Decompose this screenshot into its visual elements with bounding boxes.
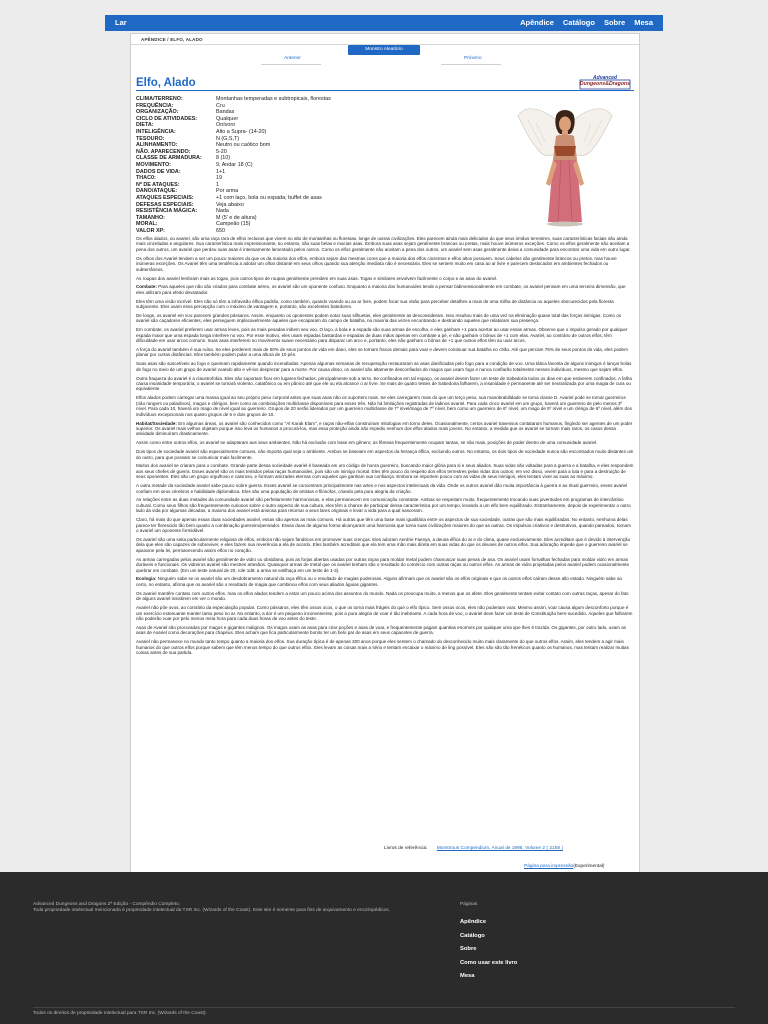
previous-link[interactable]: Anterior bbox=[284, 56, 301, 61]
stat-row bbox=[136, 228, 506, 235]
stat-key: VALOR XP: bbox=[136, 227, 165, 234]
stat-row bbox=[136, 103, 506, 110]
paragraph: Os avariel são uma seita particularmente religiosa de elfos, embora não sejam fanáticos em promover suas crenças. Eles adoram Aerdrie Faenya, a deusa élfica do ar e do clima, quase exclusivamente. Eles acreditam que é devido à intervenção dela que eles são capazes de sobreviver, e eles fazem sua reverência a ela de acordo. Eles também acreditam que ela tem uma mão mais direta em suas vidas do que os deuses de outros elfos. Sua adoração impede que o guerreiro avariel se apaixone pela lei, permanecendo assim elfos no coração. bbox=[136, 536, 631, 553]
paragraph: Avariel não permanece no mundo tanto tempo quanto a maioria dos elfos. Sua duração típica é de apenas 300 anos porque eles sentem o chamado do desconhecido muito mais claramente do que outros elfos. Assim, eles tendem a agir mais humanos do que outros elfos porque sabem que têm menos tempo do que outros elfos. Eles levam as coisas mais a sério e tentam encaixar o máximo de ling possível. Eles não são tão frenéticos quanto os humanos, mas tentam realizar muitas coisas antes de sua partida. bbox=[136, 639, 629, 656]
reference-link[interactable]: Monstrous Compendium, Anual de 1995, Volume 2 ( 2158 ) bbox=[436, 846, 563, 851]
nav-link-mesa[interactable]: Mesa bbox=[634, 18, 653, 27]
nav-links bbox=[520, 18, 653, 27]
paragraph: A força do avariel também é sua ruína. Se eles perderem mais de 50% de seus pontos de vida em dano, eles se tornam fracos demais para voar e devem continuar sua batalha no chão. Até que percam 75% de seus pontos de vida, eles podem planar por curtas distâncias. Eles também podem pular a uma altura de 10 pés. bbox=[136, 346, 628, 358]
footer-divider bbox=[33, 1007, 735, 1008]
add-logo bbox=[576, 75, 634, 90]
paragraph: A outra metade da sociedade avariel sabe pouco sobre guerra. Esses avariel se concentram principalmente nas artes e nos aspectos intelectuais da vida. Onde os outros avariel dão muita importância à guerra e ao ritual guerreiro, esses avariel confiam em seus cérebros e habilidade diplomática. Eles são uma população de artistas e filósofos, criando pela pura alegria da criação. bbox=[136, 483, 628, 494]
footer-about bbox=[33, 902, 423, 914]
nav-link-sobre[interactable]: Sobre bbox=[603, 18, 626, 27]
navbar bbox=[105, 15, 663, 31]
stat-value: M (5' e de altura) bbox=[216, 214, 257, 221]
next-underline bbox=[441, 64, 501, 65]
paragraph: Ecologia: Ninguém sabe se os avariel são um desdobramento natural da raça élfica ou o resultado de magias poderosas. Alguns afirmam que os avariel são os elfos originais e que os outros elfos caíram desse alto estado. Ninguém sabe ao certo, no entanto, afirma que os avariel são o resultado de magia que combinou elfos com seus aliados águias gigantes. bbox=[136, 576, 623, 587]
stat-value: Campeão (15) bbox=[216, 221, 251, 228]
stat-value: Bandas bbox=[216, 109, 235, 116]
footer-line-1: Advanced Dungeons and Dragons 2ª Edição - Compêndio Completo. bbox=[33, 902, 181, 907]
footer bbox=[0, 872, 768, 1024]
paragraph: Muitos dos avariel se criaram para o combate. Grande parte dessa sociedade avariel é baseada em um código de honra guerreiro, buscando maior glória para si e seus aliados. Suas vidas são voltadas para a guerra e a batalha, e eles respondem aos seus chefes de guerra. Esses avariel são os mais temidos pelas raças humanoides, pois são um inimigo mortal. Eles têm pouco do respeito dos elfos terrestres pelas vidas dos outros; em vez disso, vivem para a luta e para a destruição de seus oponentes. Eles são um grupo orgulhoso e caloroso, e formam amizades eternas com aqueles que ganham sua confiança. Embora se importem pouco com as vidas de seus inimigos, eles tentam viver as suas ao máximo. bbox=[136, 463, 634, 480]
section-heading: Combate: bbox=[136, 284, 157, 290]
logo-line2: Dungeons&Dragons bbox=[579, 81, 631, 87]
stat-key: FREQUÊNCIA: bbox=[136, 102, 174, 109]
stat-key: MOVIMENTO: bbox=[136, 161, 171, 168]
stat-value: Qualquer bbox=[216, 115, 239, 122]
stat-value: N (G,S,T) bbox=[216, 135, 240, 142]
section-heading: Ecologia: bbox=[136, 576, 157, 582]
stats-table bbox=[136, 96, 506, 234]
footer-line-2: Toda propriedade intelectual mencionada é propriedade intelectual da TSR Inc. (Wizards of the Coast). Este site é somente para fins de arquivamento e enciclopédicos. bbox=[33, 908, 390, 913]
stat-value: 9, Andar 18 (C) bbox=[216, 161, 253, 168]
footer-link-catalogo[interactable]: Catálogo bbox=[460, 932, 485, 939]
next-link[interactable]: Próximo bbox=[464, 56, 482, 61]
paragraph: Outra fraqueza do avariel é a claustrofobia. Eles não suportam ficar em lugares fechados, principalmente sob a terra. Se confinados em tal espaço, os avariel devem fazer um teste de Sabedoria todos os dias em que estiverem confinados. A falha causa insanidade temporária; o avariel se tornará violento, catatônico ou em pânico até que ele ou ela alcance o ar livre. Se mais de quatro testes de Sabedoria falharem, a insanidade é permanente até ser neutralizada por uma magia de cura ou equivalente. bbox=[136, 375, 632, 392]
stat-key: ATAQUES ESPECIAIS: bbox=[136, 194, 194, 201]
stat-row bbox=[136, 182, 506, 189]
content-page bbox=[130, 33, 640, 873]
stat-value: Alto a Supra- (14-20) bbox=[216, 128, 267, 135]
stat-row bbox=[136, 195, 506, 202]
nav-home-link[interactable]: Lar bbox=[115, 18, 127, 27]
stat-row bbox=[136, 122, 506, 129]
stat-value: Neutro ou caótico bom bbox=[216, 142, 271, 149]
stat-value: Onívoro bbox=[216, 122, 236, 129]
stat-row bbox=[136, 208, 506, 215]
print-page-link[interactable]: Página para impressão bbox=[524, 864, 574, 869]
stat-value: 1 bbox=[216, 181, 219, 188]
stat-value: Por arma bbox=[216, 188, 239, 195]
stat-row bbox=[136, 136, 506, 143]
stat-value: 8 (10) bbox=[216, 155, 231, 162]
stat-value: Cru bbox=[216, 102, 225, 109]
stat-row bbox=[136, 188, 506, 195]
breadcrumb[interactable]: APÊNDICE / ELFO, ALADO bbox=[141, 37, 203, 42]
paragraph: Combate: Para aqueles que não são criados para combate aéreo, os avariel são um oponente confuso. Enquanto a maioria dos humanoides tende a pensar bidimensionalmente em combate, os avariel pensam em uma terceira dimensão, que eles utilizam para efeito devastador. bbox=[136, 284, 626, 295]
stat-row bbox=[136, 116, 506, 123]
stat-row bbox=[136, 129, 506, 136]
paragraph: Eles têm uma visão incrível. Eles não só têm a infravisão élfica padrão, como também, quando voando ou ao ar livre, podem focar sua visão para perceber detalhes a mais de uma milha de distância ou aqueles obscurecidos pela floresta subjacente. Eles usam essa percepção com o máximo de vantagem e, portanto, são excelentes batedores. bbox=[136, 298, 614, 310]
print-suffix: (Experimental) bbox=[573, 864, 605, 869]
paragraph: Dois tipos de sociedade avariel são especialmente comuns, não importa qual seja o ambiente. Ambos se baseiam em aspectos da herança élfica, excluindo outros. No entanto, os dois tipos de sociedade nunca são encontrados muito distantes um do outro, para que possam se comunicar mais facilmente. bbox=[136, 449, 634, 460]
logo-line1: Advanced bbox=[593, 75, 617, 81]
paragraph: Os avariel mantêm contato com outros elfos, mas os elfos alados tendem a estar um pouco acima dos assuntos do mundo. Nada os preocupa muito, a menos que os afete. Eles geralmente tentam evitar contato com outras raças, apesar do fato de alguns avariel insistirem em ver o mundo. bbox=[136, 590, 629, 602]
stat-key: TAMANHO: bbox=[136, 214, 165, 221]
stat-value: 19 bbox=[216, 175, 222, 182]
stat-key: THAC0: bbox=[136, 175, 156, 182]
footer-link-como-usar[interactable]: Como usar este livro bbox=[460, 959, 518, 966]
stat-key: TESOURO: bbox=[136, 135, 165, 142]
stat-key: ALINHAMENTO: bbox=[136, 142, 178, 149]
stat-key: CICLO DE ATIVIDADES: bbox=[136, 115, 198, 122]
footer-link-sobre[interactable]: Sobre bbox=[460, 946, 477, 952]
description-text bbox=[136, 236, 634, 659]
stat-row bbox=[136, 215, 506, 222]
stat-key: DADOS DE VIDA: bbox=[136, 168, 181, 175]
paragraph: Os elfos alados, ou avariel, são uma raça rara de elfos reclusos que vivem no alto de montanhas ou florestas, longe de outras civilizações. Eles parecem ainda mais delicados do que seus irmãos terrestres, suas características faciais são ainda mais cinzeladas e angulares. Sua característica mais impressionante, no entanto, são suas belas e macias asas. Embora suas asas sejam geralmente brancas ou pretas, mais houve inúmeros exceções. Como os elfos geralmente não aceitam a pena dos outros, um avariel que perdeu suas asas é intensamente lamentado pelos outros. Como os elfos geralmente não aceitam a pena dos outros, um avariel sem asas geralmente deixa a comunidade para encontrar uma vida em outro lugar. bbox=[136, 236, 631, 252]
footer-link-mesa[interactable]: Mesa bbox=[460, 973, 475, 979]
footer-pages-heading: Páginas bbox=[460, 902, 478, 907]
paragraph: Elfos alados podem carregar uma massa igual ao seu próprio peso corporal antes que suas asas não os suportem mais. Se eles carregarem mais do que um terço peso, sua manobrabilidade se torna classe D. Avariel pode se tornar guerreiros (não rangers ou paladinos), magos e clérigos, bem como as combinações multiclasse disponíveis para esses três. Não há limitações registradas de ladinos avariel. Para cada cinco avariel em um grupo, haverá um guerreiro de pelo menos 3º nível. Para cada 10, haverá um mago de nível igual ao guerreiro. Grupos de 20 serão liderados por um guerreiro multiclasse de 7º nível/mago de 7º nível, bem como um guerreiro de 6º nível, um mago de 5º nível e um clérigo de 6º nível, além dos indivíduos excepcionais nos quatro grupos de 5 e dois grupos de 10. bbox=[136, 395, 632, 417]
stat-key: DEFESAS ESPECIAIS: bbox=[136, 201, 194, 208]
paragraph: Assim como entre outros elfos, os avariel se adaptaram aos seus ambientes. Não há exclusão com base em gênero; as fêmeas frequentemente ocupam tantas, se não mais, posições de poder dentro de uma comunidade avariel. bbox=[136, 440, 598, 446]
stat-value: Montanhas temperadas e subtropicais, florestas bbox=[216, 96, 331, 102]
print-line bbox=[524, 864, 605, 869]
stat-row bbox=[136, 169, 506, 176]
section-heading: Habitat/Sociedade: bbox=[136, 420, 177, 426]
page-title: Elfo, Alado bbox=[136, 77, 196, 89]
paragraph: Habitat/Sociedade: Em algumas áreas, os avariel são conhecidos como "Al Karak Elam", e raças não-elfas construíram mitologias em torno deles. Ocasionalmente, certos avariel travessos contataram humanos, fingindo ser agentes de um poder superior. Os avariel mais velhos objetam porque isso leva os humanos a procurá-los, mas essa proteção ainda não impediu nenhum dos elfos alados mais jovens. No entanto, a medida que os avariel se tornam mais raros, os casos dessa atividade diminuíram drasticamente. bbox=[136, 420, 633, 437]
stat-row bbox=[136, 162, 506, 169]
stat-key: ORGANIZAÇÃO: bbox=[136, 109, 179, 116]
paragraph: Claro, há mais do que apenas essas duas sociedades avariel, essas são apenas as mais comuns. Há outras que têm uma base mais igualitária entre os aspectos de sua sociedade, outras que são mais equilibradas. No entanto, nenhuma delas parece ter florescido tão bem quanto a combinação guerreiro/pensador. Essas duas de alguma forma alcançaram uma harmonia que torna suas civilizações maiores do que as outras. Os impulsos criativos e destrutivos, quando pareados, tornam o avariel um oponente formidável. bbox=[136, 517, 631, 534]
stat-key: DIETA: bbox=[136, 122, 154, 129]
stat-key: NÃO. APARECENDO: bbox=[136, 148, 191, 155]
stat-row bbox=[136, 109, 506, 116]
stat-key: Nº DE ATAQUES: bbox=[136, 181, 180, 188]
stat-key: RESISTÊNCIA MÁGICA: bbox=[136, 208, 198, 215]
winged-elf-illustration bbox=[516, 98, 614, 228]
paragraph: Suas asas são suscetíveis ao fogo e queimam rapidamente quando incendiadas. Apenas algumas semanas de recuperação restauraram as asas danificadas pelo fogo para a condição de voo. Uma tática favorita de alguns inimigos é lançar bolas de fogo no meio de um grupo de avariel voando alto e vê-los desprezar para a morte. Por causa disso, os avariel são altamente desconfiados de magos que usam fogo e nunca confiarão totalmente nesses indivíduos, mesmo que sejam elfos. bbox=[136, 361, 632, 372]
paragraph: Em combate, os avariel preferem usar armas leves, pois as mais pesadas inibem seu voo. O laço, a bola e a espada são suas armas de escolha, e eles ganham +1 para acertar ao usar essas armas. Observe que o impulso gerado por qualquer espada maior que uma espada longa interfere no voo. Por esse motivo, eles usam espadas bastardas e espadas de duas mãos apenas em combate a pé, e não ganham o bônus de +1 com elas. Avariel, ao contrário de outros elfos, têm dificuldade em usar arcos comuns. Suas asas interferem no movimento suave necessário para disparar um arco e, portanto, eles não ganham o bônus de +1 que outros elfos têm ao usar arcos. bbox=[136, 327, 628, 344]
stat-value: 650 bbox=[216, 227, 225, 234]
stat-row bbox=[136, 142, 506, 149]
reference-line bbox=[384, 846, 563, 851]
stat-key: CLASSE DE ARMADURA: bbox=[136, 155, 202, 162]
footer-links bbox=[460, 919, 517, 987]
stat-value: Veja abaixo bbox=[216, 201, 244, 208]
stat-key: INTELIGÊNCIA: bbox=[136, 128, 176, 135]
nav-link-apendice[interactable]: Apêndice bbox=[520, 18, 554, 27]
paragraph: As armas carregadas pelos avariel são geralmente de vidro ou obsidiana, pois as forjas abertas usadas por outras raças para moldar metal podem chamuscar suas penas de asa. Os avariel usam fornalhas fechadas para moldar vidro em armas duráveis e funcionais. Os vidreiros avariel são mestres artesãos. Quaisquer armas de metal que os avariel tenham são o resultado do comércio com outras raças ou outros elfos. As armas de vidro projetadas pelos avariel podem ocasionalmente quebrar em combate. (Em um teste natural de 20, role 1d6; a arma se estilhaça em um teste de 1-3). bbox=[136, 556, 630, 573]
nav-link-catalogo[interactable]: Catálogo bbox=[562, 18, 595, 27]
stat-key: DANO/ATAQUE: bbox=[136, 188, 178, 195]
prev-underline bbox=[261, 64, 321, 65]
paragraph: Os olhos dos Avariel tendem a ser um pouco maiores do que os da maioria dos elfos, embora sejam das mesmas cores que a maioria dos elfos cinzentos e elfos altos possuem. Seus cabelos são geralmente brancos ou pretos, mas houve inúmeras exceções. Os Avariel têm uma tendência a adotar um olhar distante em seus olhos quando sua atenção imediata não é necessária. Eles se sentem muito em casa ao ar livre e parecem deslocados em ambientes fechados ou subterrâneos. bbox=[136, 255, 617, 272]
stat-value: 5-20 bbox=[216, 148, 227, 155]
stat-value: +1 com laço, bola ou espada; buffet de asas bbox=[216, 194, 322, 201]
stat-row bbox=[136, 149, 506, 156]
paragraph: Asas de Avariel são procuradas por magos e gigantes malignos. Os magos usam as asas para criar poções e asas de voar, e frequentemente pagam quantias enormes por qualquer uma que lhes é trazida. Os gigantes, por outro lado, usam as asas de Avariel como decorações para chapéus. Eles acham que fica particularmente bonito ter um belo par de asas em seus capacetes de guerra. bbox=[136, 624, 626, 636]
stat-row bbox=[136, 221, 506, 228]
stat-value: 1+1 bbox=[216, 168, 226, 175]
footer-copyright: Todos os direitos de propriedade intelectual para TSR Inc. (Wizards of the Coast). bbox=[33, 1011, 207, 1016]
footer-link-apendice[interactable]: Apêndice bbox=[460, 919, 487, 925]
reference-label: Livros de referência: bbox=[384, 846, 428, 851]
stat-key: CLIMA/TERRENO: bbox=[136, 96, 183, 102]
stat-row bbox=[136, 175, 506, 182]
title-divider bbox=[136, 90, 634, 91]
random-monster-button[interactable]: Monstro Aleatório bbox=[348, 45, 420, 55]
paragraph: Avariel não põe ovos, ao contrário da especulação popular. Como pássaros, eles têm ossos ocos, o que os torna mais frágeis do que o elfo típico. Sem ossos ocos, eles não poderiam voar. Mesmo assim, voar causa algum desconforto porque é um exercício extenuante manter tanto peso no ar. No entanto, a dor é um pequeno inconveniente, pois a pura alegria de voar é tão inebriante. A cada hora de voo, o avariel deve fazer um teste de Constituição bem-sucedido. Aqueles que falharem não poderão voar por pelo menos meia hora para cada duas horas de voo antes do teste. bbox=[136, 605, 633, 621]
paragraph: As roupas dos avariel lembram mais as togas, pois outros tipos de roupas geralmente prendem em suas asas. Togas e similares envolvem facilmente o corpo e as asas do avariel. bbox=[136, 275, 498, 281]
stat-key: MORAL: bbox=[136, 221, 158, 228]
stat-row bbox=[136, 155, 506, 162]
stat-value: Nada bbox=[216, 208, 229, 215]
paragraph: As relações entre as duas metades da comunidade avariel são perfeitamente harmoniosas, e elas permanecem em comunicação constante. Ambas se respeitam muito, frequentemente trocando suas juventudes em programas de intercâmbio cultural. Como seus filhos são frequentemente curiosos sobre o outro aspecto de sua cultura, eles têm a chance de participar dessa característica por um tempo, levando a um elfo bem equilibrado. Estranhamente, depois de experimentar o outro lado da vida por algumas décadas, a maioria dos avariel está ansiosa para retornar a seus lares originais e levar a vida para a qual nasceram. bbox=[136, 497, 631, 514]
stat-row bbox=[136, 96, 506, 103]
paragraph: De longe, os avariel em voo parecem grandes pássaros. Assim, enquanto os oponentes podem notar suas silhuetas, eles geralmente as desconsideram. Isso resultou mais de uma vez na eliminação quase total das forças inimigas. Como os avariel são caçadores eficientes, eles perseguem implacavelmente aqueles que escaparam do campo de batalha, na maioria das vezes encontrando e destruindo aqueles que relataram sua presença. bbox=[136, 312, 622, 324]
